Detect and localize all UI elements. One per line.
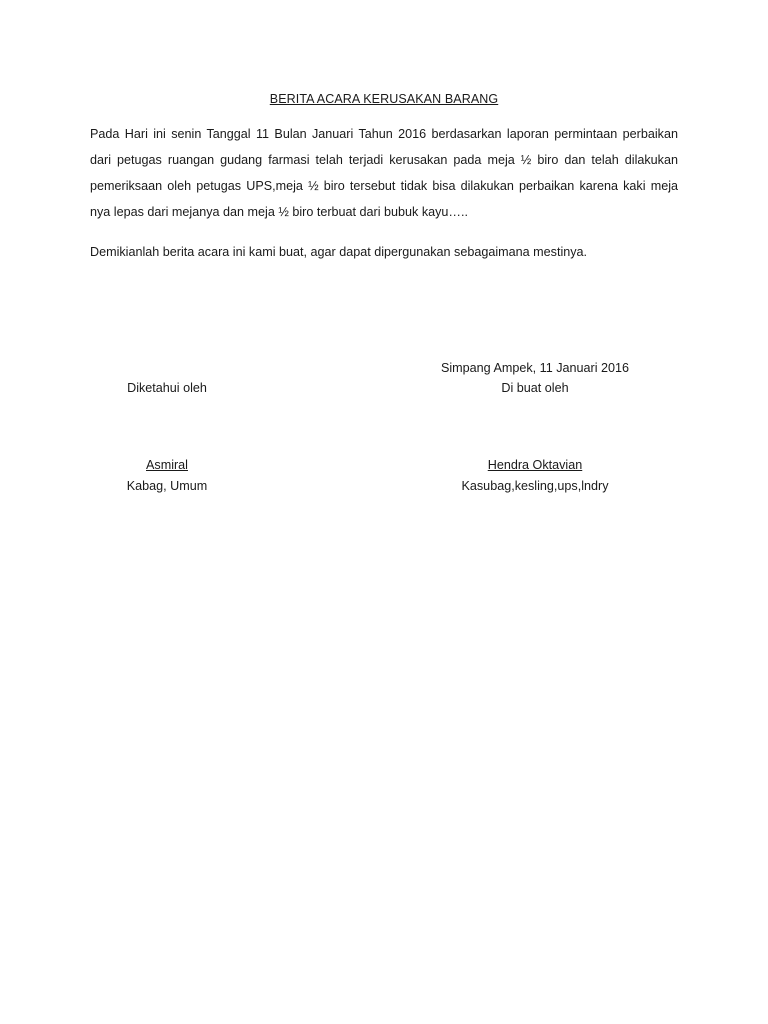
document-title: BERITA ACARA KERUSAKAN BARANG bbox=[269, 92, 499, 106]
right-signatory-position: Kasubag,kesling,ups,lndry bbox=[461, 479, 609, 493]
body-paragraph-incident: Pada Hari ini senin Tanggal 11 Bulan Januari Tahun 2016 berdasarkan laporan permintaan perbaikan dari petugas ruangan gudang farmasi telah terjadi kerusakan pada meja ½ biro dan telah dilakukan pemeriksaan oleh petugas UPS,meja ½ biro tersebut tidak bisa dilakukan perbaikan karena kaki meja nya lepas dari mejanya dan meja ½ biro terbuat dari bubuk kayu….. bbox=[90, 127, 678, 219]
right-signatory-name: Hendra Oktavian bbox=[487, 458, 583, 472]
left-signatory-position: Kabag, Umum bbox=[126, 479, 208, 493]
right-signatory-role: Di buat oleh bbox=[501, 381, 569, 395]
left-signatory-role: Diketahui oleh bbox=[127, 381, 207, 395]
body-paragraph-closing: Demikianlah berita acara ini kami buat, agar dapat dipergunakan sebagaimana mestinya. bbox=[90, 245, 588, 259]
left-signatory-name: Asmiral bbox=[146, 458, 188, 472]
place-date: Simpang Ampek, 11 Januari 2016 bbox=[440, 361, 630, 375]
